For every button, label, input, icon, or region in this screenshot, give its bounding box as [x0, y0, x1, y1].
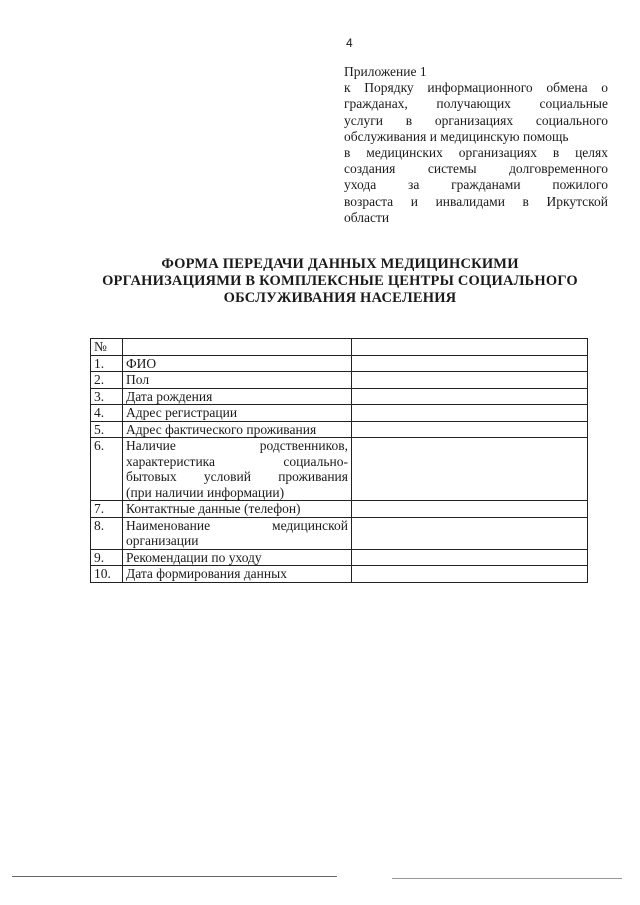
- appendix-line: обслуживания и медицинскую помощь: [344, 128, 569, 144]
- row-label-line: характеристика социально-: [126, 453, 348, 469]
- header-label-cell: [123, 339, 352, 356]
- row-num: 10.: [91, 566, 123, 583]
- appendix-line: гражданах, получающих социальные: [344, 96, 608, 112]
- appendix-line: создания системы долговременного: [344, 161, 608, 177]
- row-value: [352, 388, 588, 405]
- row-label-line: Наличие родственников,: [126, 438, 348, 453]
- row-label: Пол: [123, 372, 352, 389]
- row-num: 8.: [91, 517, 123, 549]
- appendix-line: ухода за гражданами пожилого: [344, 177, 608, 193]
- appendix-line: Приложение 1: [344, 64, 427, 79]
- row-label: Рекомендации по уходу: [123, 549, 352, 566]
- row-value: [352, 501, 588, 518]
- row-label-line: бытовых условий проживания: [126, 469, 348, 484]
- row-label: [123, 517, 352, 549]
- row-num: 9.: [91, 549, 123, 566]
- row-label: ФИО: [123, 355, 352, 372]
- row-value: [352, 549, 588, 566]
- header-num-cell: №: [91, 339, 123, 356]
- row-num: 2.: [91, 372, 123, 389]
- data-form-table: [90, 338, 588, 583]
- footer-divider: [12, 876, 337, 877]
- table-row: [91, 566, 588, 583]
- title-line: ОБСЛУЖИВАНИЯ НАСЕЛЕНИЯ: [223, 290, 457, 306]
- form-title: [80, 256, 600, 307]
- table-row: [91, 501, 588, 518]
- row-num: 4.: [91, 405, 123, 422]
- appendix-line: возраста и инвалидами в Иркутской: [344, 193, 608, 209]
- page-number: 4: [346, 36, 353, 50]
- title-line: ОРГАНИЗАЦИЯМИ В КОМПЛЕКСНЫЕ ЦЕНТРЫ СОЦИАЛЬНОГО: [102, 273, 578, 289]
- appendix-line: к Порядку информационного обмена о: [344, 80, 608, 96]
- footer-divider: [392, 878, 622, 879]
- row-value: [352, 405, 588, 422]
- table-row: [91, 517, 588, 549]
- table-row: [91, 549, 588, 566]
- row-label: Дата рождения: [123, 388, 352, 405]
- title-line: ФОРМА ПЕРЕДАЧИ ДАННЫХ МЕДИЦИНСКИМИ: [161, 256, 519, 272]
- row-num: 1.: [91, 355, 123, 372]
- row-value: [352, 421, 588, 438]
- row-label-line: Наименование медицинской: [126, 517, 348, 533]
- row-label-line: (при наличии информации): [126, 484, 285, 500]
- table-header-row: [91, 339, 588, 356]
- appendix-line: услуги в организациях социального: [344, 112, 608, 128]
- row-label: Контактные данные (телефон): [123, 501, 352, 518]
- header-value-cell: [352, 339, 588, 356]
- appendix-line: области: [344, 209, 390, 225]
- row-num: 5.: [91, 421, 123, 438]
- table-row: [91, 405, 588, 422]
- row-value: [352, 566, 588, 583]
- table-row: [91, 355, 588, 372]
- row-label: Дата формирования данных: [123, 566, 352, 583]
- appendix-line: в медицинских организациях в целях: [344, 145, 608, 161]
- row-value: [352, 438, 588, 501]
- row-label: Адрес фактического проживания: [123, 421, 352, 438]
- row-value: [352, 355, 588, 372]
- row-label: Адрес регистрации: [123, 405, 352, 422]
- row-label: [123, 438, 352, 501]
- row-label-line: организации: [126, 533, 199, 548]
- appendix-note: [344, 64, 608, 226]
- table-row: [91, 438, 588, 501]
- table-row: [91, 388, 588, 405]
- row-value: [352, 372, 588, 389]
- row-num: 6.: [91, 438, 123, 501]
- table-row: [91, 372, 588, 389]
- table-row: [91, 421, 588, 438]
- row-num: 3.: [91, 388, 123, 405]
- row-value: [352, 517, 588, 549]
- row-num: 7.: [91, 501, 123, 518]
